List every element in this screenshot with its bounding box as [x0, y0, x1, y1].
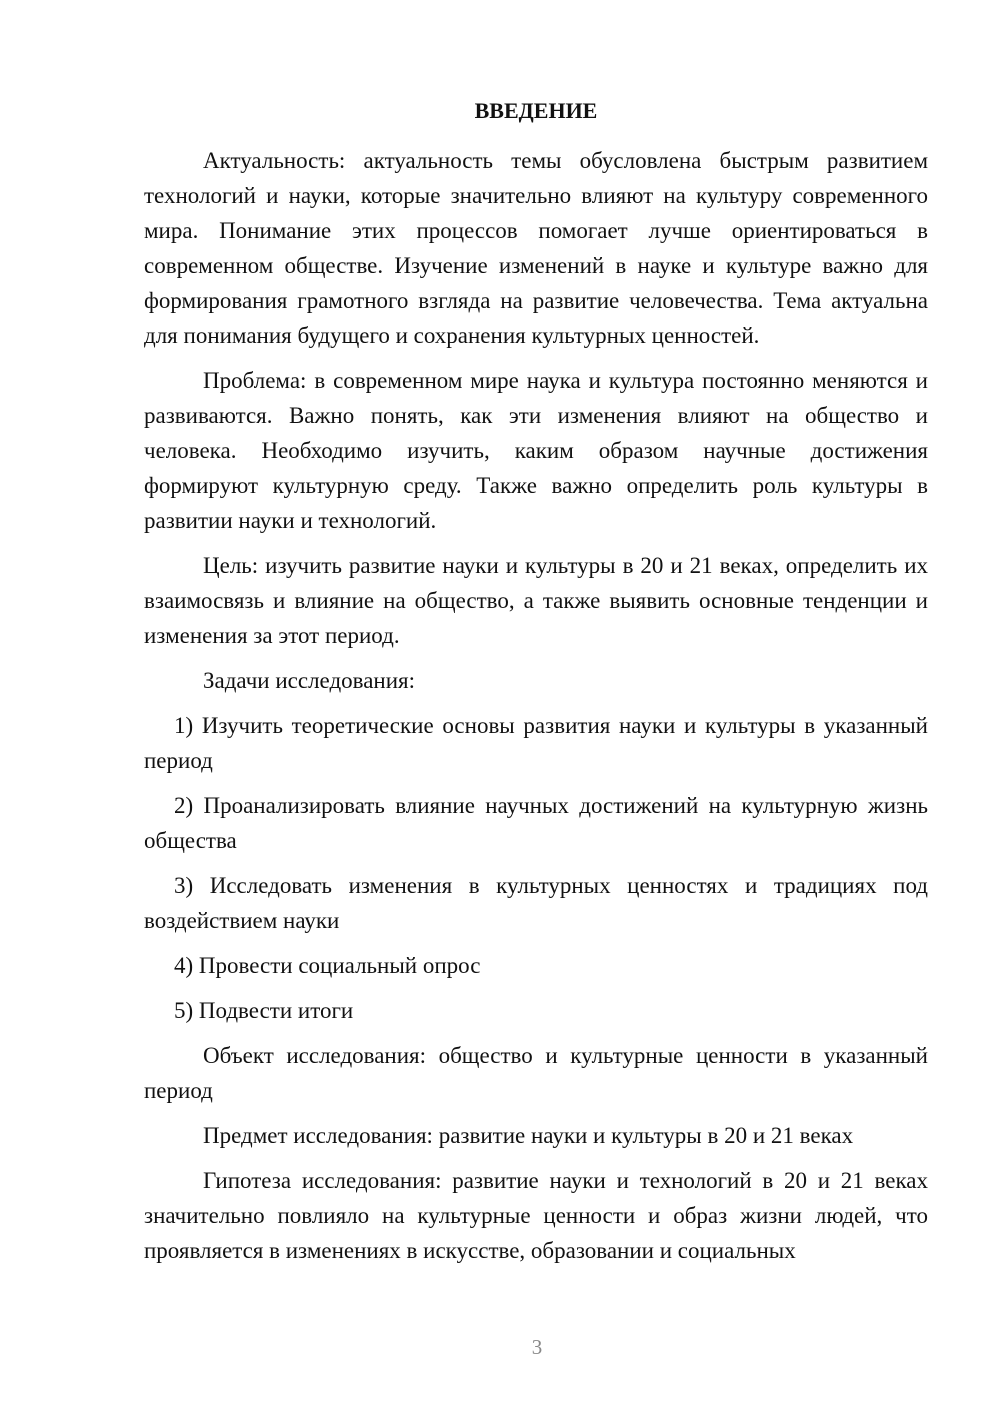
- page-number: 3: [531, 1335, 543, 1359]
- page-content: [144, 95, 928, 1278]
- list-item: 1) Изучить теоретические основы развития науки и культуры в указанный период: [144, 713, 928, 773]
- list-item: 5) Подвести итоги: [174, 998, 354, 1023]
- list-item: 2) Проанализировать влияние научных достижений на культурную жизнь общества: [144, 793, 928, 853]
- object-paragraph: Объект исследования: общество и культурные ценности в указанный период: [144, 1043, 928, 1103]
- relevance-paragraph: Актуальность: актуальность темы обусловлена быстрым развитием технологий и науки, которые значительно влияют на культуру современного мира. Понимание этих процессов помогает лучше ориентироваться в современном обществе. Изучение изменений в науке и культуре важно для формирования грамотного взгляда на развитие человечества. Тема актуальна для понимания будущего и сохранения культурных ценностей.: [144, 148, 928, 348]
- subject-paragraph: Предмет исследования: развитие науки и культуры в 20 и 21 веках: [203, 1123, 854, 1148]
- hypothesis-paragraph: Гипотеза исследования: развитие науки и технологий в 20 и 21 веках значительно повлияло на культурные ценности и образ жизни людей, что проявляется в изменениях в искусстве, образовании и социальных: [144, 1168, 928, 1263]
- goal-paragraph: Цель: изучить развитие науки и культуры в 20 и 21 веках, определить их взаимосвязь и влияние на общество, а также выявить основные тенденции и изменения за этот период.: [144, 553, 928, 648]
- list-item: 3) Исследовать изменения в культурных ценностях и традициях под воздействием науки: [144, 873, 928, 933]
- tasks-title: Задачи исследования:: [203, 668, 416, 693]
- section-heading: ВВЕДЕНИЕ: [474, 98, 598, 123]
- tasks-list: [144, 708, 928, 1028]
- problem-paragraph: Проблема: в современном мире наука и культура постоянно меняются и развиваются. Важно понять, как эти изменения влияют на общество и человека. Необходимо изучить, каким образом научные достижения формируют культурную среду. Также важно определить роль культуры в развитии науки и технологий.: [144, 368, 928, 533]
- list-item: 4) Провести социальный опрос: [174, 953, 481, 978]
